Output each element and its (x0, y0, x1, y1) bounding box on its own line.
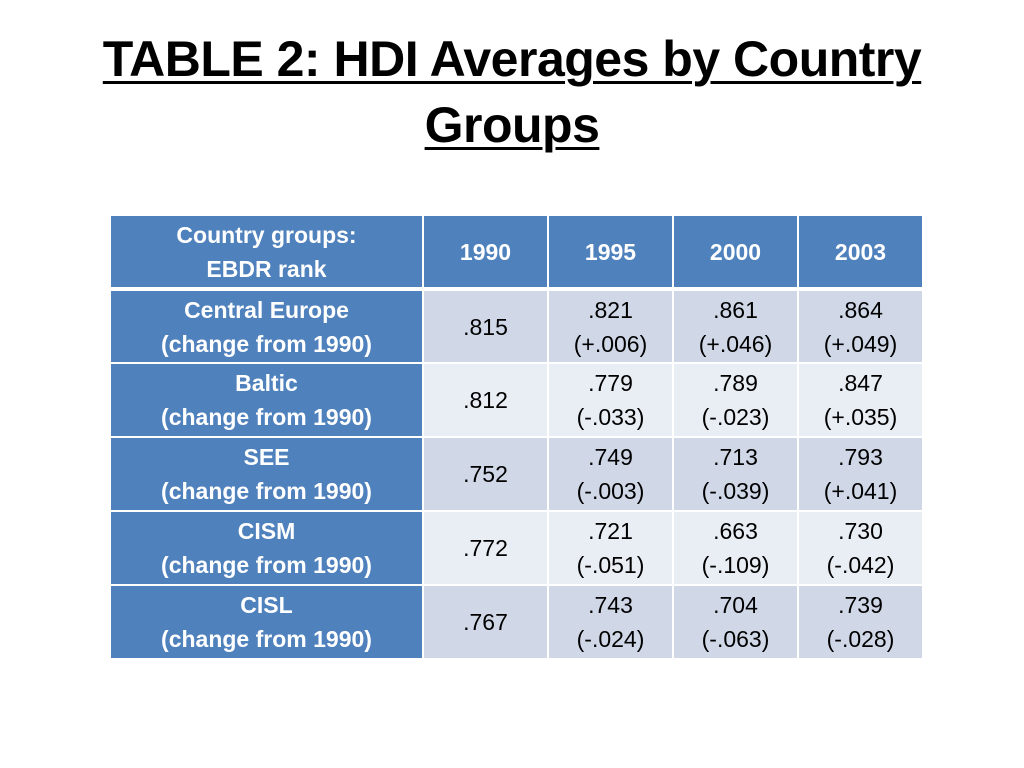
change-note: (change from 1990) (161, 478, 372, 504)
hdi-value: .861 (713, 296, 758, 323)
hdi-value: .704 (713, 592, 758, 618)
cell-2000 (673, 585, 798, 659)
change-note: (change from 1990) (161, 552, 372, 578)
hdi-value: .730 (838, 518, 883, 544)
hdi-change: (-.042) (826, 552, 895, 578)
cell-2003 (798, 289, 923, 363)
hdi-change: (+.035) (823, 404, 898, 430)
cell-1990: .812 (423, 363, 548, 437)
cell-2000 (673, 289, 798, 363)
hdi-value: .847 (838, 370, 883, 396)
cell-2003 (798, 363, 923, 437)
hdi-value: .789 (713, 370, 758, 396)
table-header-row (110, 215, 923, 289)
cell-2000 (673, 363, 798, 437)
header-country-groups (110, 215, 423, 289)
cell-1990: .767 (423, 585, 548, 659)
cell-1995 (548, 585, 673, 659)
change-note: (change from 1990) (161, 330, 372, 357)
header-year-2000: 2000 (673, 215, 798, 289)
row-label (110, 585, 423, 659)
change-note: (change from 1990) (161, 626, 372, 652)
hdi-change: (+.006) (573, 330, 648, 357)
hdi-change: (-.024) (576, 626, 645, 652)
row-label (110, 289, 423, 363)
row-label (110, 363, 423, 437)
hdi-change: (-.051) (576, 552, 645, 578)
hdi-change: (+.041) (823, 478, 898, 504)
hdi-change: (-.003) (576, 478, 645, 504)
hdi-value: .663 (713, 518, 758, 544)
hdi-change: (-.033) (576, 404, 645, 430)
cell-2003 (798, 585, 923, 659)
hdi-change: (-.039) (701, 478, 770, 504)
table-row (110, 289, 923, 363)
header-line-1: Country groups: (176, 221, 357, 248)
cell-2003 (798, 437, 923, 511)
title-line-2: Groups (424, 97, 600, 153)
hdi-change: (+.046) (698, 330, 773, 357)
change-note: (change from 1990) (161, 404, 372, 430)
hdi-value: .779 (588, 370, 633, 396)
hdi-value: .743 (588, 592, 633, 618)
cell-1995 (548, 511, 673, 585)
hdi-change: (-.109) (701, 552, 770, 578)
slide-title (40, 26, 984, 158)
cell-2000 (673, 437, 798, 511)
row-label (110, 437, 423, 511)
table-row (110, 437, 923, 511)
hdi-change: (+.049) (823, 330, 898, 357)
hdi-value: .739 (838, 592, 883, 618)
hdi-value: .713 (713, 444, 758, 470)
cell-1995 (548, 289, 673, 363)
country-group-name: CISL (240, 592, 293, 618)
header-year-1995: 1995 (548, 215, 673, 289)
hdi-change: (-.028) (826, 626, 895, 652)
cell-2000 (673, 511, 798, 585)
table-body (110, 289, 923, 659)
table-row (110, 511, 923, 585)
title-line-1: TABLE 2: HDI Averages by Country (102, 31, 922, 87)
hdi-value: .821 (588, 296, 633, 323)
table-row (110, 585, 923, 659)
country-group-name: Central Europe (184, 296, 349, 323)
hdi-value: .749 (588, 444, 633, 470)
header-year-1990: 1990 (423, 215, 548, 289)
hdi-change: (-.063) (701, 626, 770, 652)
hdi-value: .864 (838, 296, 883, 323)
row-label (110, 511, 423, 585)
cell-1990: .752 (423, 437, 548, 511)
hdi-value: .793 (838, 444, 883, 470)
table-row (110, 363, 923, 437)
country-group-name: CISM (237, 518, 296, 544)
cell-1990: .815 (423, 289, 548, 363)
cell-1990: .772 (423, 511, 548, 585)
hdi-value: .721 (588, 518, 633, 544)
header-year-2003: 2003 (798, 215, 923, 289)
country-group-name: Baltic (235, 370, 298, 396)
hdi-change: (-.023) (701, 404, 770, 430)
cell-2003 (798, 511, 923, 585)
header-line-2: EBDR rank (206, 255, 327, 282)
country-group-name: SEE (243, 444, 290, 470)
cell-1995 (548, 437, 673, 511)
cell-1995 (548, 363, 673, 437)
hdi-table (109, 214, 924, 660)
